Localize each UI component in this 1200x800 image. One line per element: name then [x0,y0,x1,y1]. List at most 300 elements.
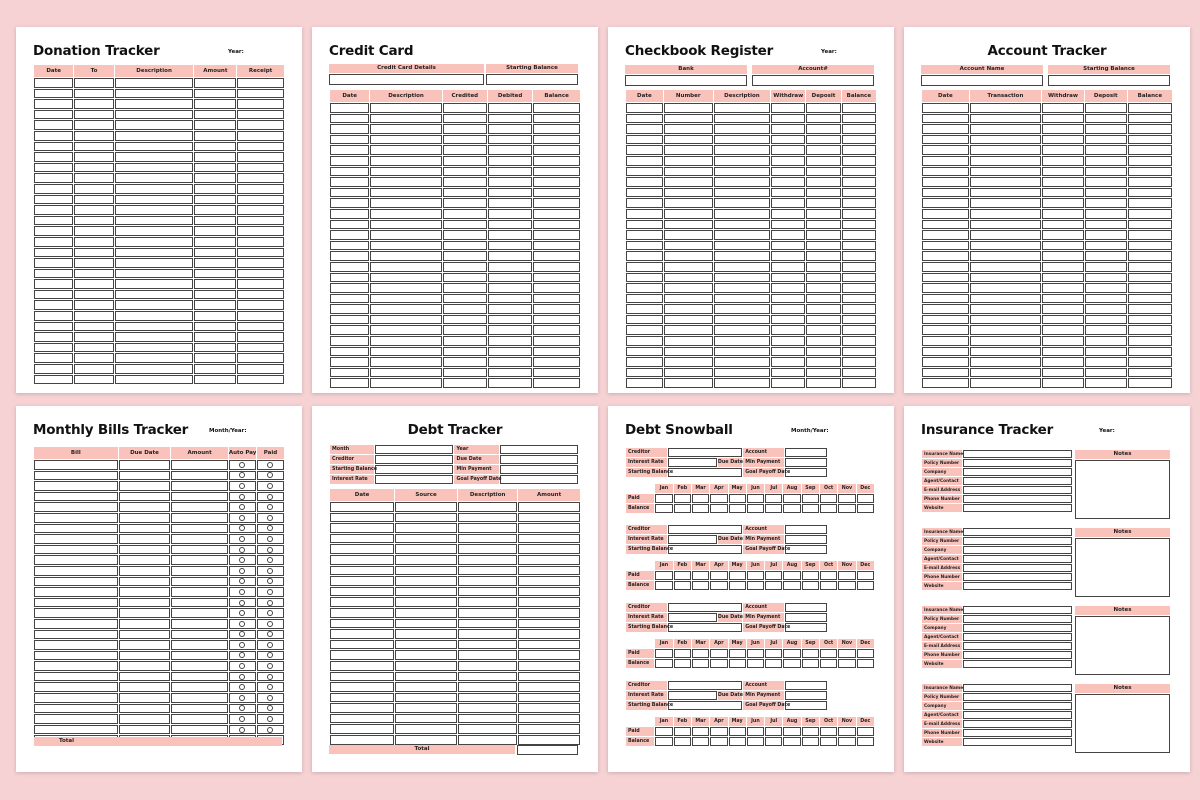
table-cell[interactable] [488,262,532,272]
table-cell[interactable] [664,347,713,357]
table-cell[interactable] [330,640,394,650]
table-cell[interactable] [488,283,532,293]
field-value[interactable] [785,525,826,534]
table-cell[interactable] [171,524,228,534]
table-cell[interactable] [330,135,369,145]
field-value[interactable] [500,465,578,474]
table-cell[interactable] [395,629,457,639]
table-cell[interactable] [806,188,840,198]
month-cell[interactable] [655,649,672,658]
field-value[interactable] [785,623,826,632]
table-cell[interactable] [533,378,580,388]
credit-card-details-field[interactable] [329,74,484,85]
table-cell[interactable] [237,110,284,120]
checkbox-circle-icon[interactable] [267,504,273,510]
table-cell[interactable] [1128,167,1172,177]
table-cell[interactable] [237,311,284,321]
table-cell[interactable] [1128,241,1172,251]
table-cell[interactable] [115,110,194,120]
table-cell[interactable] [34,460,118,470]
table-cell[interactable] [370,209,441,219]
table-cell[interactable] [330,714,394,724]
table-cell[interactable] [194,353,236,363]
table-cell[interactable] [237,248,284,258]
month-cell[interactable] [655,659,672,668]
table-cell[interactable] [842,145,876,155]
month-cell[interactable] [655,727,672,736]
table-cell[interactable] [1128,347,1172,357]
table-cell[interactable] [518,576,580,586]
table-cell[interactable] [443,378,487,388]
table-cell[interactable] [1042,325,1084,335]
table-cell[interactable] [1128,294,1172,304]
table-cell[interactable] [714,262,770,272]
table-cell[interactable] [1085,167,1127,177]
table-cell[interactable] [395,619,457,629]
field-value[interactable] [668,603,742,612]
table-cell[interactable] [74,364,113,374]
table-cell[interactable] [1042,198,1084,208]
table-cell[interactable] [171,534,228,544]
field-value[interactable] [668,681,742,690]
checkbox-circle-icon[interactable] [267,674,273,680]
table-cell[interactable] [626,156,663,166]
month-cell[interactable] [802,727,819,736]
starting-balance-field[interactable] [1048,75,1170,86]
table-cell[interactable] [842,368,876,378]
table-cell[interactable] [34,682,118,692]
table-cell[interactable] [330,167,369,177]
table-cell[interactable] [626,304,663,314]
table-cell[interactable] [330,114,369,124]
table-cell[interactable] [1128,273,1172,283]
table-cell[interactable] [74,184,113,194]
table-cell[interactable] [922,378,969,388]
table-cell[interactable] [714,294,770,304]
table-cell[interactable] [74,142,113,152]
table-cell[interactable] [1042,283,1084,293]
table-cell[interactable] [34,311,73,321]
checkbox-circle-icon[interactable] [239,716,245,722]
table-cell[interactable] [257,524,284,534]
table-cell[interactable] [115,163,194,173]
checkbox-circle-icon[interactable] [239,547,245,553]
table-cell[interactable] [119,587,171,597]
table-cell[interactable] [1042,294,1084,304]
month-cell[interactable] [692,659,709,668]
table-cell[interactable] [458,640,517,650]
table-cell[interactable] [664,294,713,304]
table-cell[interactable] [34,725,118,735]
table-cell[interactable] [194,269,236,279]
table-cell[interactable] [1042,167,1084,177]
table-cell[interactable] [1128,283,1172,293]
table-cell[interactable] [533,325,580,335]
table-cell[interactable] [533,198,580,208]
checkbox-circle-icon[interactable] [239,494,245,500]
table-cell[interactable] [395,587,457,597]
table-cell[interactable] [626,241,663,251]
month-cell[interactable] [820,737,837,746]
table-cell[interactable] [842,294,876,304]
table-cell[interactable] [922,177,969,187]
table-cell[interactable] [119,725,171,735]
table-cell[interactable] [922,209,969,219]
table-cell[interactable] [842,241,876,251]
table-cell[interactable] [395,513,457,523]
table-cell[interactable] [664,283,713,293]
table-cell[interactable] [34,661,118,671]
field-value[interactable] [963,651,1072,659]
table-cell[interactable] [518,534,580,544]
table-cell[interactable] [370,262,441,272]
table-cell[interactable] [194,258,236,268]
table-cell[interactable] [488,177,532,187]
table-cell[interactable] [74,237,113,247]
table-cell[interactable] [74,311,113,321]
field-value[interactable] [963,624,1072,632]
checkbox-circle-icon[interactable] [239,705,245,711]
field-value[interactable] [785,468,826,477]
table-cell[interactable] [34,110,73,120]
month-cell[interactable] [674,659,691,668]
table-cell[interactable] [518,619,580,629]
table-cell[interactable] [229,714,256,724]
table-cell[interactable] [488,188,532,198]
table-cell[interactable] [370,156,441,166]
table-cell[interactable] [443,188,487,198]
checkbox-circle-icon[interactable] [267,642,273,648]
table-cell[interactable] [229,640,256,650]
month-cell[interactable] [674,494,691,503]
table-cell[interactable] [443,145,487,155]
table-cell[interactable] [370,357,441,367]
table-cell[interactable] [115,184,194,194]
table-cell[interactable] [395,502,457,512]
table-cell[interactable] [771,230,805,240]
table-cell[interactable] [119,502,171,512]
month-cell[interactable] [838,494,855,503]
table-cell[interactable] [664,156,713,166]
table-cell[interactable] [1128,336,1172,346]
table-cell[interactable] [458,714,517,724]
table-cell[interactable] [34,279,73,289]
table-cell[interactable] [330,347,369,357]
table-cell[interactable] [443,325,487,335]
checkbox-circle-icon[interactable] [267,610,273,616]
table-cell[interactable] [664,167,713,177]
month-cell[interactable] [802,737,819,746]
table-cell[interactable] [74,89,113,99]
table-cell[interactable] [664,262,713,272]
month-cell[interactable] [857,494,874,503]
table-cell[interactable] [194,375,236,385]
field-value[interactable] [375,475,453,484]
table-cell[interactable] [1085,262,1127,272]
table-cell[interactable] [34,163,73,173]
table-cell[interactable] [1128,156,1172,166]
table-cell[interactable] [626,103,663,113]
checkbox-circle-icon[interactable] [267,684,273,690]
table-cell[interactable] [970,188,1041,198]
table-cell[interactable] [806,135,840,145]
table-cell[interactable] [74,195,113,205]
month-cell[interactable] [729,571,746,580]
table-cell[interactable] [458,608,517,618]
table-cell[interactable] [626,378,663,388]
table-cell[interactable] [370,251,441,261]
month-cell[interactable] [692,737,709,746]
table-cell[interactable] [74,300,113,310]
table-cell[interactable] [714,145,770,155]
table-cell[interactable] [34,364,73,374]
table-cell[interactable] [842,273,876,283]
table-cell[interactable] [1042,220,1084,230]
table-cell[interactable] [1042,145,1084,155]
table-cell[interactable] [171,640,228,650]
table-cell[interactable] [1128,114,1172,124]
month-cell[interactable] [747,504,764,513]
field-value[interactable] [963,504,1072,512]
table-cell[interactable] [771,177,805,187]
month-cell[interactable] [747,581,764,590]
table-cell[interactable] [714,124,770,134]
table-cell[interactable] [34,534,118,544]
table-cell[interactable] [922,145,969,155]
table-cell[interactable] [171,577,228,587]
month-cell[interactable] [710,581,727,590]
table-cell[interactable] [237,131,284,141]
table-cell[interactable] [74,120,113,130]
table-cell[interactable] [34,714,118,724]
checkbox-circle-icon[interactable] [239,589,245,595]
table-cell[interactable] [458,682,517,692]
field-value[interactable] [375,455,453,464]
table-cell[interactable] [34,248,73,258]
table-cell[interactable] [194,248,236,258]
table-cell[interactable] [626,167,663,177]
table-cell[interactable] [714,347,770,357]
table-cell[interactable] [74,269,113,279]
table-cell[interactable] [257,608,284,618]
month-cell[interactable] [655,737,672,746]
table-cell[interactable] [626,198,663,208]
table-cell[interactable] [533,241,580,251]
table-cell[interactable] [330,682,394,692]
table-cell[interactable] [257,682,284,692]
checkbox-circle-icon[interactable] [267,600,273,606]
table-cell[interactable] [1085,220,1127,230]
table-cell[interactable] [842,156,876,166]
table-cell[interactable] [115,216,194,226]
table-cell[interactable] [330,523,394,533]
table-cell[interactable] [1085,368,1127,378]
table-cell[interactable] [395,597,457,607]
table-cell[interactable] [1085,135,1127,145]
table-cell[interactable] [74,173,113,183]
field-value[interactable] [963,711,1072,719]
month-cell[interactable] [710,504,727,513]
month-cell[interactable] [692,727,709,736]
table-cell[interactable] [257,661,284,671]
table-cell[interactable] [229,661,256,671]
table-cell[interactable] [1042,262,1084,272]
table-cell[interactable] [806,336,840,346]
table-cell[interactable] [171,502,228,512]
month-cell[interactable] [783,494,800,503]
table-cell[interactable] [771,304,805,314]
table-cell[interactable] [1042,103,1084,113]
table-cell[interactable] [34,152,73,162]
table-cell[interactable] [771,156,805,166]
table-cell[interactable] [518,703,580,713]
field-value[interactable] [963,546,1072,554]
table-cell[interactable] [488,209,532,219]
table-cell[interactable] [970,241,1041,251]
table-cell[interactable] [237,120,284,130]
table-cell[interactable] [34,598,118,608]
table-cell[interactable] [518,544,580,554]
table-cell[interactable] [842,304,876,314]
table-cell[interactable] [626,283,663,293]
field-value[interactable] [375,465,453,474]
table-cell[interactable] [370,368,441,378]
account-name-field[interactable] [921,75,1043,86]
month-cell[interactable] [747,727,764,736]
table-cell[interactable] [970,145,1041,155]
table-cell[interactable] [970,135,1041,145]
table-cell[interactable] [771,378,805,388]
table-cell[interactable] [119,661,171,671]
table-cell[interactable] [533,368,580,378]
table-cell[interactable] [257,704,284,714]
table-cell[interactable] [34,481,118,491]
table-cell[interactable] [922,156,969,166]
field-value[interactable] [963,738,1072,746]
table-cell[interactable] [714,198,770,208]
bank-field[interactable] [625,75,747,86]
table-cell[interactable] [194,184,236,194]
checkbox-circle-icon[interactable] [239,504,245,510]
table-cell[interactable] [257,640,284,650]
table-cell[interactable] [664,241,713,251]
total-field[interactable] [517,745,578,755]
table-cell[interactable] [74,216,113,226]
field-value[interactable] [500,475,578,484]
table-cell[interactable] [330,124,369,134]
field-value[interactable] [963,459,1072,467]
table-cell[interactable] [370,315,441,325]
table-cell[interactable] [330,273,369,283]
table-cell[interactable] [229,682,256,692]
table-cell[interactable] [330,555,394,565]
table-cell[interactable] [257,693,284,703]
table-cell[interactable] [533,304,580,314]
table-cell[interactable] [194,78,236,88]
table-cell[interactable] [1085,315,1127,325]
table-cell[interactable] [115,248,194,258]
table-cell[interactable] [664,230,713,240]
table-cell[interactable] [458,661,517,671]
table-cell[interactable] [34,375,73,385]
checkbox-circle-icon[interactable] [239,663,245,669]
table-cell[interactable] [1042,336,1084,346]
table-cell[interactable] [842,378,876,388]
table-cell[interactable] [1085,209,1127,219]
month-cell[interactable] [820,571,837,580]
table-cell[interactable] [115,300,194,310]
table-cell[interactable] [842,114,876,124]
table-cell[interactable] [1042,304,1084,314]
table-cell[interactable] [115,142,194,152]
table-cell[interactable] [257,672,284,682]
table-cell[interactable] [1085,230,1127,240]
table-cell[interactable] [806,167,840,177]
table-cell[interactable] [842,251,876,261]
table-cell[interactable] [229,524,256,534]
field-value[interactable] [668,613,717,622]
table-cell[interactable] [229,471,256,481]
table-cell[interactable] [714,273,770,283]
month-cell[interactable] [674,581,691,590]
table-cell[interactable] [330,220,369,230]
table-cell[interactable] [458,597,517,607]
checkbox-circle-icon[interactable] [239,674,245,680]
table-cell[interactable] [237,364,284,374]
table-cell[interactable] [115,375,194,385]
table-cell[interactable] [664,336,713,346]
month-cell[interactable] [802,494,819,503]
table-cell[interactable] [626,336,663,346]
table-cell[interactable] [806,347,840,357]
checkbox-circle-icon[interactable] [239,621,245,627]
table-cell[interactable] [257,502,284,512]
table-cell[interactable] [714,114,770,124]
table-cell[interactable] [922,294,969,304]
month-cell[interactable] [802,581,819,590]
month-cell[interactable] [765,659,782,668]
table-cell[interactable] [842,347,876,357]
checkbox-circle-icon[interactable] [267,525,273,531]
field-value[interactable] [963,555,1072,563]
table-cell[interactable] [626,135,663,145]
table-cell[interactable] [34,173,73,183]
table-cell[interactable] [626,273,663,283]
month-cell[interactable] [655,581,672,590]
table-cell[interactable] [229,693,256,703]
table-cell[interactable] [970,209,1041,219]
notes-field[interactable] [1075,694,1170,753]
table-cell[interactable] [330,619,394,629]
table-cell[interactable] [533,145,580,155]
table-cell[interactable] [842,124,876,134]
table-cell[interactable] [1042,357,1084,367]
table-cell[interactable] [806,114,840,124]
table-cell[interactable] [771,294,805,304]
month-cell[interactable] [765,571,782,580]
field-value[interactable] [963,615,1072,623]
field-value[interactable] [785,603,826,612]
table-cell[interactable] [1042,230,1084,240]
table-cell[interactable] [922,325,969,335]
table-cell[interactable] [237,375,284,385]
table-cell[interactable] [34,353,73,363]
table-cell[interactable] [119,598,171,608]
table-cell[interactable] [395,544,457,554]
table-cell[interactable] [458,566,517,576]
month-cell[interactable] [820,581,837,590]
table-cell[interactable] [1128,251,1172,261]
